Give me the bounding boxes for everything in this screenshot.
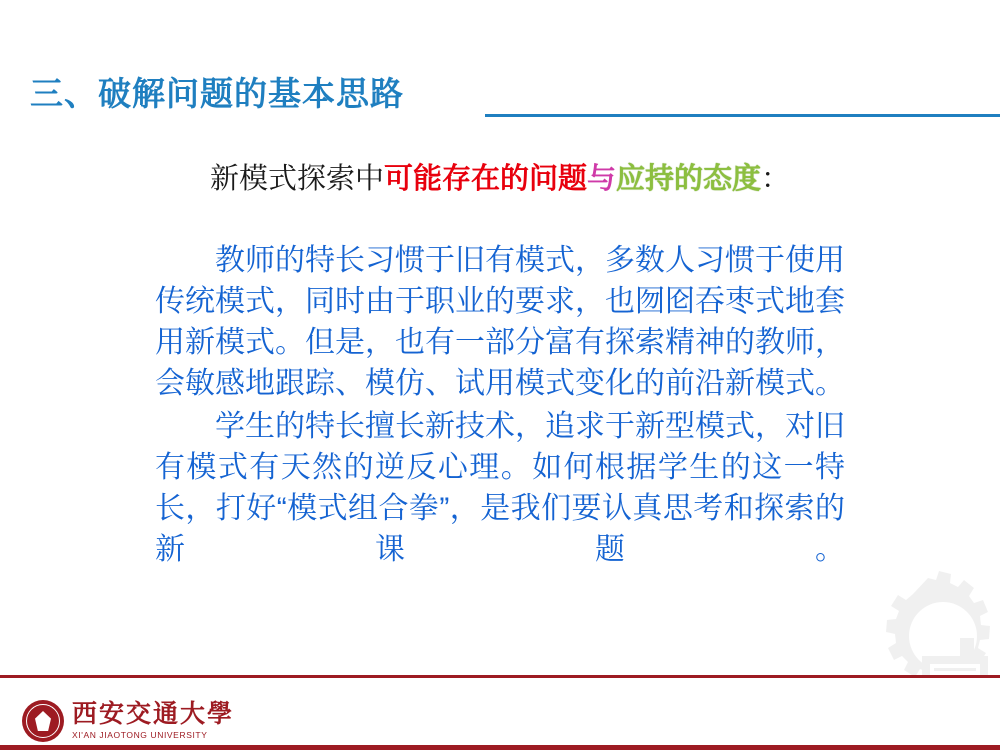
subtitle-part-1: 新模式探索中 [209, 163, 384, 195]
footer-accent-bar [0, 745, 1000, 750]
university-seal-icon [22, 700, 64, 742]
logo-text-group [72, 702, 234, 740]
slide-subtitle [0, 158, 1000, 200]
subtitle-part-2-highlight-red: 可能存在的问题 [383, 163, 587, 195]
subtitle-part-5-colon: ： [761, 163, 791, 195]
logo-name-cn: 西安交通大學 [72, 701, 235, 729]
slide-title-row [30, 72, 990, 128]
logo-name-en: XI'AN JIAOTONG UNIVERSITY [72, 730, 208, 741]
body-paragraph-2-text: 学生的特长擅长新技术，追求于新型模式，对旧有模式有天然的逆反心理。如何根据学生的这一特长，打好“模式组合拳”，是我们要认真思考和探索的新课题。 [155, 410, 845, 566]
subtitle-part-4-highlight-green: 应持的态度 [616, 163, 762, 195]
body-paragraph-1 [155, 240, 845, 404]
footer-bar [0, 675, 1000, 750]
page-title: 三、破解问题的基本思路 [30, 75, 404, 112]
slide-body [155, 240, 845, 570]
subtitle-part-3-connector: 与 [586, 163, 616, 195]
body-paragraph-1-text: 教师的特长习惯于旧有模式，多数人习惯于使用传统模式，同时由于职业的要求，也囫囵吞枣式地套用新模式。但是，也有一部分富有探索精神的教师，会敏感地跟踪、模仿、试用模式变化的前沿新模式。 [155, 244, 845, 400]
body-paragraph-2 [155, 406, 845, 570]
title-underline-rule [485, 114, 1000, 117]
university-logo [22, 700, 234, 742]
